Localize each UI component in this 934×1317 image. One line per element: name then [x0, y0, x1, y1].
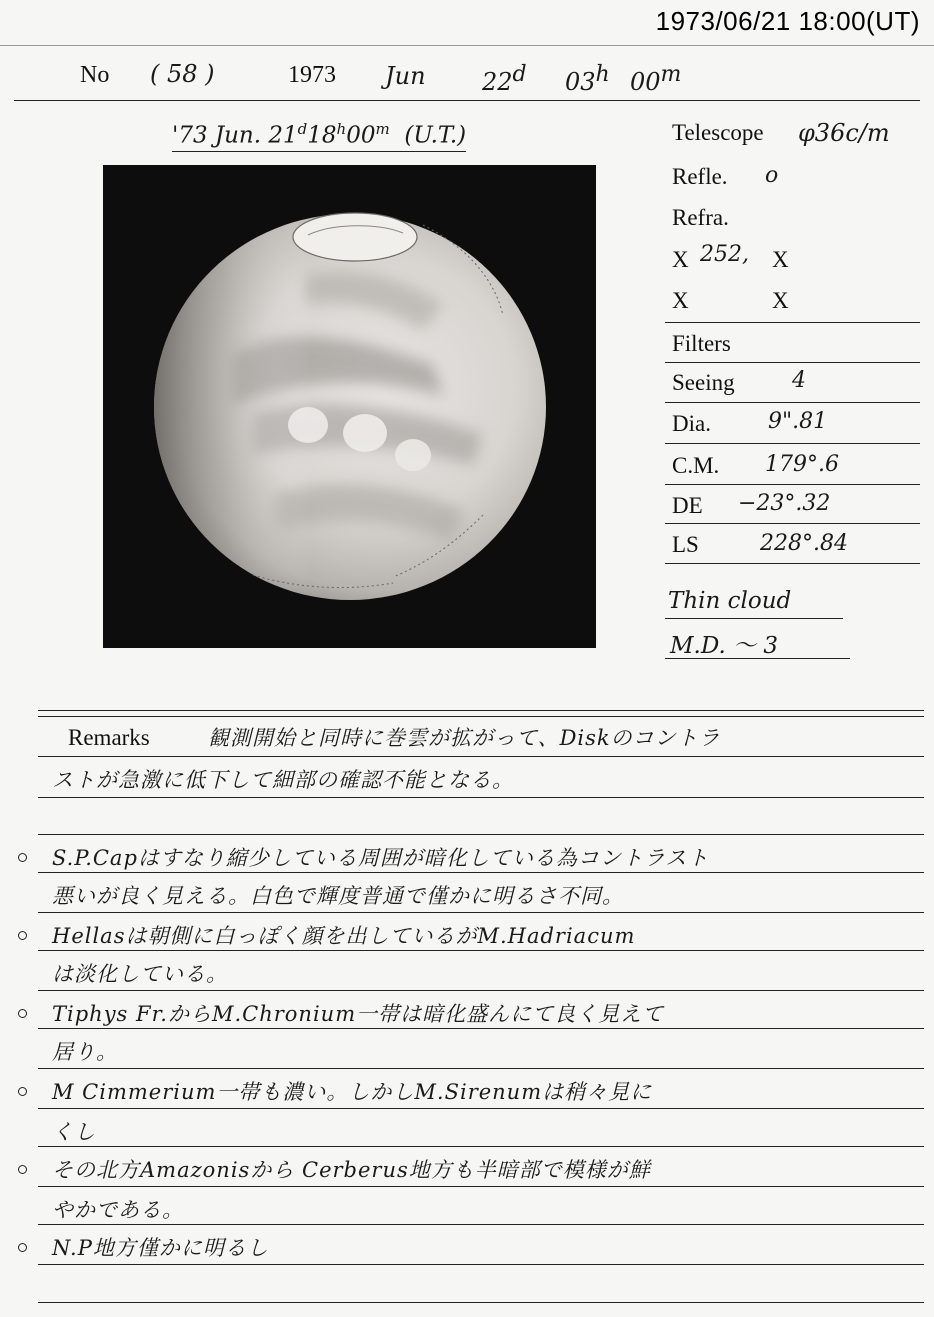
year: 1973: [288, 62, 336, 88]
side-rule-2: [665, 362, 920, 363]
remark-line-9: M Cimmerium一帯も濃い。しかしM.Sirenumは稍々見に: [52, 1080, 653, 1104]
cm-value: 179°.6: [765, 452, 839, 477]
remark-rule-13: [38, 1224, 924, 1225]
side-rule-4: [665, 443, 920, 444]
remarks-label: Remarks: [68, 725, 150, 750]
remark-line-13: N.P地方僅かに明るし: [52, 1236, 269, 1260]
remark-rule-15: [38, 1302, 924, 1303]
ut-caption: [172, 120, 466, 152]
no-label: No: [80, 62, 110, 88]
mag1-x1: X: [672, 247, 689, 272]
refle-value: o: [765, 163, 779, 188]
remark-rule-3: [38, 834, 924, 835]
ut-suffix: (U.T.): [404, 122, 467, 149]
ut-prefix: '73 Jun. 21: [172, 122, 298, 149]
remark-line-1: 観測開始と同時に巻雲が拡がって、Diskのコントラ: [208, 726, 721, 750]
remark-line-8: 居り。: [52, 1040, 118, 1064]
day-value: [482, 62, 527, 96]
bullet-3: [18, 1009, 27, 1018]
no-value: ( 58 ): [150, 60, 215, 88]
seeing-value: 4: [792, 368, 806, 393]
remark-rule-8: [38, 1028, 924, 1029]
refle-label: Refle.: [672, 164, 728, 189]
mars-sketch: [103, 165, 596, 648]
mag2-x2: X: [772, 288, 789, 313]
de-value: −23°.32: [738, 491, 831, 516]
header-rule: [14, 100, 920, 101]
de-label: DE: [672, 493, 703, 518]
ut-m: m: [375, 120, 390, 138]
ut-d: d: [297, 120, 308, 138]
remark-line-5: Hellasは朝側に白っぽく顔を出しているがM.Hadriacum: [52, 924, 636, 948]
remark-rule-5: [38, 912, 924, 913]
hour-value: [565, 62, 610, 96]
remark-rule-7: [38, 990, 924, 991]
bullet-2: [18, 931, 27, 940]
remark-line-4: 悪いが良く見える。白色で輝度普通で僅かに明るさ不同。: [52, 884, 624, 908]
day-unit: d: [512, 62, 527, 87]
mag1-x2: X: [772, 247, 789, 272]
remark-rule-2: [38, 797, 924, 798]
remark-line-10: くし: [52, 1120, 96, 1144]
remark-rule-9: [38, 1068, 924, 1069]
hour: 03: [565, 68, 596, 96]
refra-label: Refra.: [672, 205, 729, 230]
remark-line-11: その北方Amazonisから Cerberus地方も半暗部で模様が鮮: [52, 1158, 651, 1182]
mars-disk-drawing: [103, 165, 596, 648]
mag1-value: 252,: [700, 242, 749, 267]
remark-line-2: ストが急激に低下して細部の確認不能となる。: [52, 768, 514, 792]
thin-cloud-note: Thin cloud: [668, 588, 792, 614]
side-rule-7: [665, 563, 920, 564]
stamp-divider: [0, 45, 934, 46]
hour-unit: h: [595, 62, 610, 87]
remark-line-6: は淡化している。: [52, 962, 228, 986]
remark-rule-11: [38, 1146, 924, 1147]
ls-value: 228°.84: [760, 531, 848, 556]
minute: 00: [630, 68, 661, 96]
bullet-1: [18, 853, 27, 862]
dia-value: 9".81: [768, 409, 828, 434]
note-rule-1: [665, 618, 843, 619]
md-note: M.D. 〜 3: [670, 633, 779, 659]
day: 22: [482, 68, 513, 96]
note-rule-2: [665, 658, 850, 659]
side-rule-1: [665, 322, 920, 323]
ut-h: h: [336, 120, 347, 138]
bullet-4: [18, 1087, 27, 1096]
ut-min: 00: [346, 122, 376, 149]
remark-rule-12: [38, 1186, 924, 1187]
side-rule-6: [665, 523, 920, 524]
remark-rule-1: [38, 756, 924, 757]
bullet-6: [18, 1243, 27, 1252]
bullet-5: [18, 1165, 27, 1174]
remarks-top-rule-2: [38, 716, 924, 717]
remark-rule-10: [38, 1108, 924, 1109]
remarks-top-rule: [38, 710, 924, 711]
mag2-x1: X: [672, 288, 689, 313]
cm-label: C.M.: [672, 453, 720, 478]
remark-rule-4: [38, 872, 924, 873]
telescope-value: φ36c/m: [798, 119, 890, 147]
dia-label: Dia.: [672, 411, 711, 436]
filters-label: Filters: [672, 331, 731, 356]
side-rule-3: [665, 402, 920, 403]
seeing-label: Seeing: [672, 370, 735, 395]
remark-line-7: Tiphys Fr.からM.Chronium一帯は暗化盛んにて良く見えて: [52, 1002, 665, 1026]
ut-hour: 18: [307, 122, 337, 149]
month: Jun: [385, 62, 426, 90]
minute-value: [630, 62, 681, 96]
datetime-stamp: 1973/06/21 18:00(UT): [655, 6, 920, 36]
remark-rule-14: [38, 1264, 924, 1265]
minute-unit: m: [660, 62, 682, 87]
remark-line-12: やかである。: [52, 1198, 184, 1222]
side-rule-5: [665, 484, 920, 485]
ls-label: LS: [672, 532, 699, 557]
telescope-label: Telescope: [672, 120, 764, 145]
remark-rule-6: [38, 950, 924, 951]
remark-line-3: S.P.Capはすなり縮少している周囲が暗化している為コントラスト: [52, 846, 710, 870]
